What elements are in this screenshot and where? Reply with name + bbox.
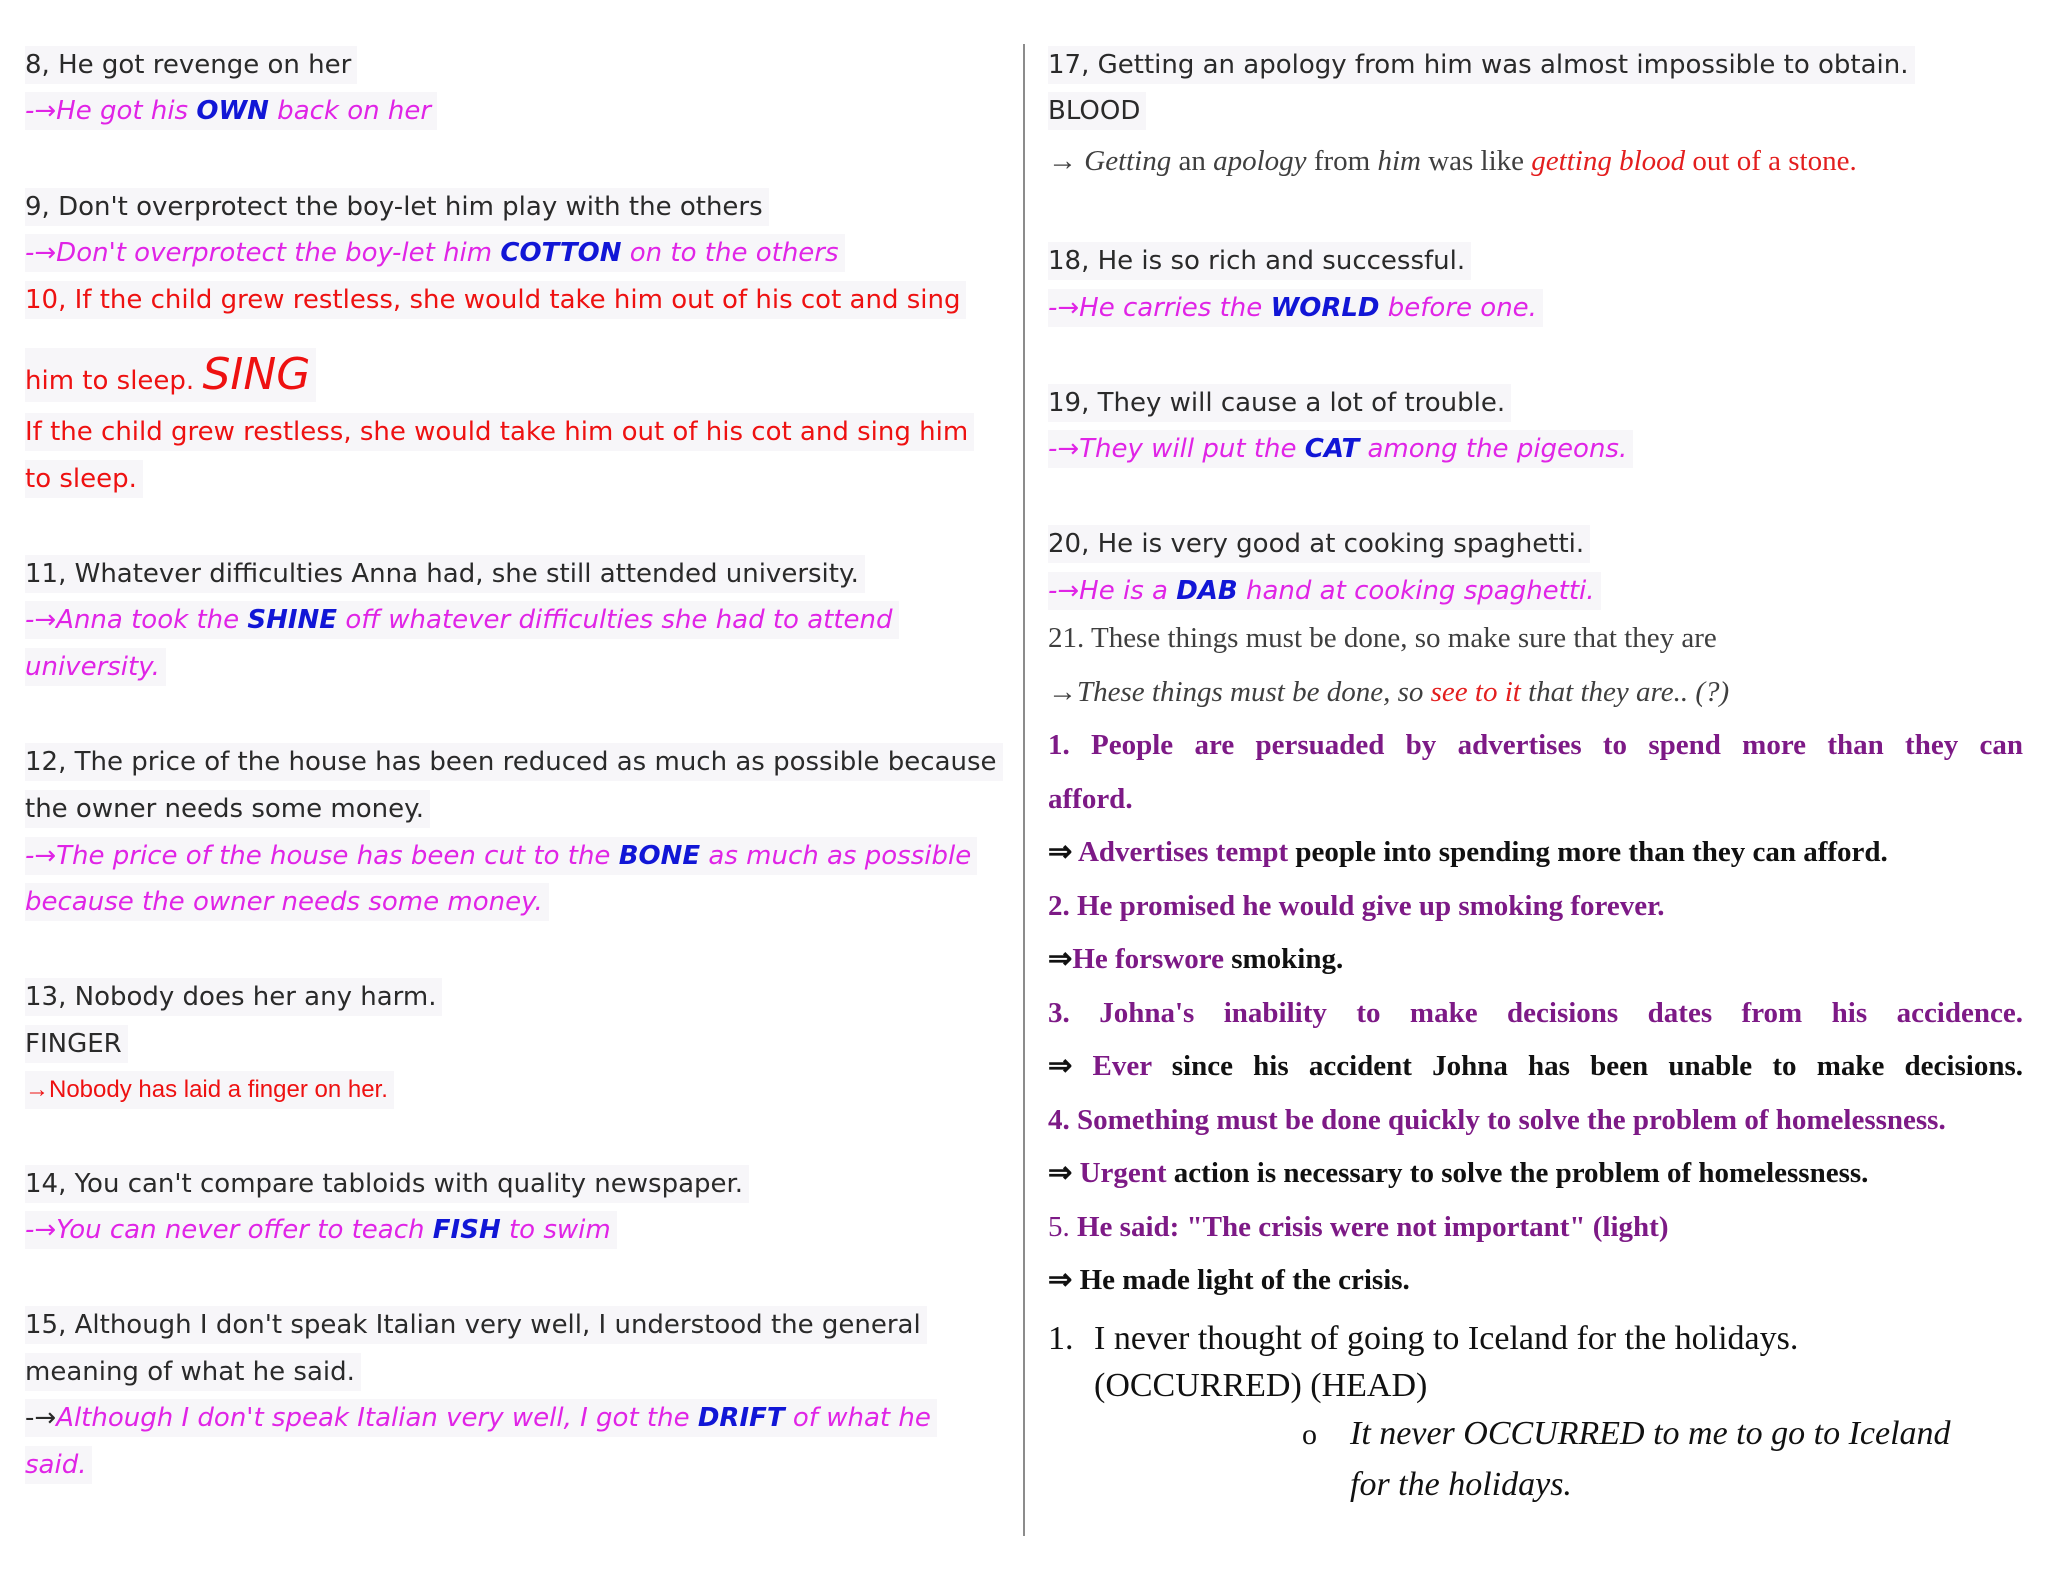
keyword: SHINE (247, 605, 338, 635)
exercise-2: 2. He promised he would give up smoking forever. (1048, 890, 1665, 922)
question-15-line-1: 15, Although I don't speak Italian very well, I understood the general (25, 1306, 927, 1344)
keyword-sing: SING (202, 349, 311, 400)
question-13: 13, Nobody does her any harm. (25, 978, 442, 1016)
answer-12-line-1: -→The price of the house has been cut to the BONE as much as possible (25, 837, 977, 875)
answer-21: →These things must be done, so see to it that they are.. (?) (1048, 676, 1730, 708)
answer-10-line-2: to sleep. (25, 460, 143, 498)
answer-10-line-1: If the child grew restless, she would take him out of his cot and sing him (25, 413, 974, 451)
exercise-3: 3. Johna's inability to make decisions dates from his accidence. (1048, 997, 2023, 1029)
answer-18: -→He carries the WORLD before one. (1048, 289, 1543, 327)
keyword: WORLD (1270, 293, 1380, 323)
exercise-c1-answer-line-1: It never OCCURRED to me to go to Iceland (1350, 1415, 1951, 1452)
question-19: 19, They will cause a lot of trouble. (1048, 384, 1511, 422)
exercise-c1-line-1: I never thought of going to Iceland for the holidays. (1094, 1320, 1799, 1357)
exercise-1-line-2: afford. (1048, 783, 1133, 815)
question-17-keyword: BLOOD (1048, 92, 1146, 130)
question-11: 11, Whatever difficulties Anna had, she still attended university. (25, 555, 865, 593)
question-10-line-2: him to sleep. SING (25, 348, 316, 402)
keyword: OWN (196, 96, 269, 126)
question-21: 21. These things must be done, so make sure that they are (1048, 622, 1717, 654)
exercise-5-answer: ⇒ He made light of the crisis. (1048, 1264, 1410, 1296)
keyword: COTTON (500, 238, 622, 268)
answer-11-line-2: university. (25, 648, 166, 686)
bullet-icon: o (1302, 1418, 1317, 1451)
answer-9: -→Don't overprotect the boy-let him COTTON on to the others (25, 234, 845, 272)
exercise-c1-number: 1. (1048, 1320, 1074, 1357)
question-10-line-1: 10, If the child grew restless, she would take him out of his cot and sing (25, 281, 966, 319)
answer-8: -→He got his OWN back on her (25, 92, 437, 130)
question-8: 8, He got revenge on her (25, 46, 357, 84)
answer-15-line-1: -→Although I don't speak Italian very well, I got the DRIFT of what he (25, 1399, 937, 1437)
exercise-4-answer: ⇒ Urgent action is necessary to solve the problem of homelessness. (1048, 1157, 1869, 1189)
question-17: 17, Getting an apology from him was almost impossible to obtain. (1048, 46, 1915, 84)
answer-17: → Getting an apology from him was like getting blood out of a stone. (1048, 145, 1857, 177)
exercise-1-line-1: 1. People are persuaded by advertises to spend more than they can (1048, 729, 2023, 761)
exercise-1-answer: ⇒ Advertises tempt people into spending more than they can afford. (1048, 836, 1888, 868)
exercise-5: 5. He said: "The crisis were not important" (light) (1048, 1211, 1669, 1243)
question-20: 20, He is very good at cooking spaghetti. (1048, 525, 1590, 563)
exercise-4: 4. Something must be done quickly to solve the problem of homelessness. (1048, 1104, 1946, 1136)
answer-11-line-1: -→Anna took the SHINE off whatever difficulties she had to attend (25, 601, 899, 639)
question-18: 18, He is so rich and successful. (1048, 242, 1471, 280)
exercise-c1-answer-line-2: for the holidays. (1350, 1466, 1572, 1503)
exercise-3-answer: ⇒ Ever since his accident Johna has been unable to make decisions. (1048, 1050, 2023, 1082)
answer-15-line-2: said. (25, 1446, 92, 1484)
question-13-keyword: FINGER (25, 1025, 128, 1063)
keyword: DAB (1176, 576, 1238, 606)
question-15-line-2: meaning of what he said. (25, 1353, 361, 1391)
answer-12-line-2: because the owner needs some money. (25, 883, 549, 921)
keyword: BONE (618, 841, 701, 871)
exercise-c1-line-2: (OCCURRED) (HEAD) (1094, 1367, 1428, 1404)
answer-20: -→He is a DAB hand at cooking spaghetti. (1048, 572, 1601, 610)
question-12-line-1: 12, The price of the house has been reduced as much as possible because (25, 743, 1003, 781)
answer-14: -→You can never offer to teach FISH to swim (25, 1211, 617, 1249)
keyword: FISH (432, 1215, 501, 1245)
question-12-line-2: the owner needs some money. (25, 790, 430, 828)
question-14: 14, You can't compare tabloids with quality newspaper. (25, 1165, 749, 1203)
column-divider (1023, 44, 1025, 1536)
answer-13: →Nobody has laid a finger on her. (25, 1071, 394, 1109)
exercise-2-answer: ⇒He forswore smoking. (1048, 943, 1344, 975)
keyword: DRIFT (697, 1403, 785, 1433)
keyword: CAT (1304, 434, 1360, 464)
answer-19: -→They will put the CAT among the pigeons. (1048, 430, 1633, 468)
question-9: 9, Don't overprotect the boy-let him play with the others (25, 188, 769, 226)
